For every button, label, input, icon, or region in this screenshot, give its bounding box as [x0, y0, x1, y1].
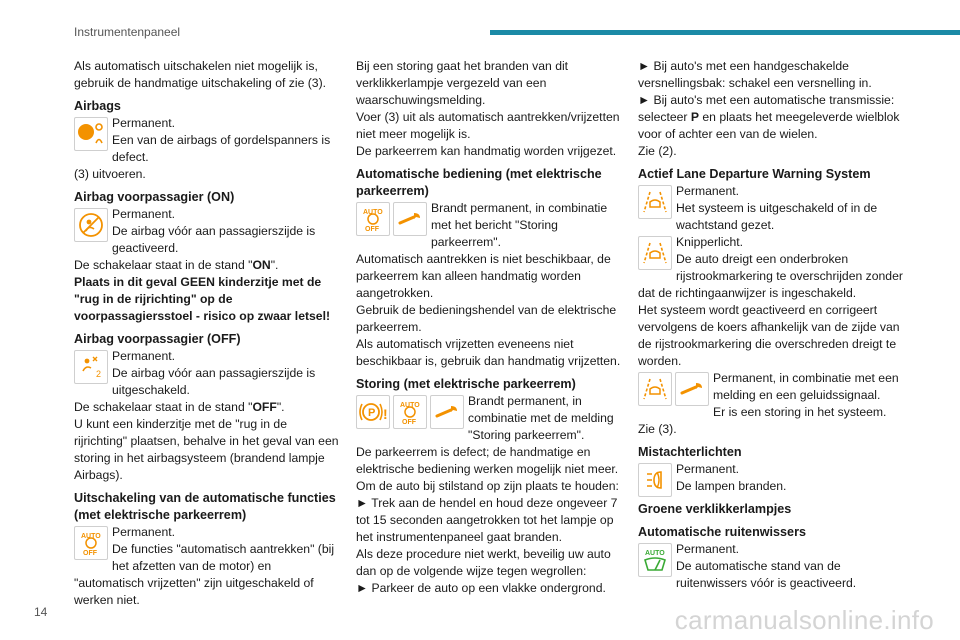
fault-line-5: Als deze procedure niet werkt, beveilig uw auto dan op de volgende wijze tegen wegrollen: — [356, 547, 611, 578]
column-3 — [638, 58, 906, 592]
col2-paragraph-3: De parkeerrem kan handmatig worden vrijgezet. — [356, 144, 617, 158]
lane-departure-icon — [638, 372, 672, 406]
auto-control-line-2: Automatisch aantrekken is niet beschikbaar, de parkeerrem kan alleen handmatig worden aangetrokken. — [356, 252, 611, 300]
passenger-airbag-off-icon — [74, 350, 108, 384]
lane-c-line-1: Permanent, in combinatie met een melding en een geluidssignaal. — [713, 371, 899, 402]
column-2 — [356, 58, 622, 597]
fault-line-6: ► Parkeer de auto op een vlakke ondergrond. — [356, 581, 606, 595]
lane-b-line-3: Het systeem wordt geactiveerd en corrigeert vervolgens de koers afhankelijk van de zijde van de rijstrookmarkering die overschreden dreigt te worden. — [638, 303, 900, 368]
col2-paragraph-1: Bij een storing gaat het branden van dit verklikkerlampje vergezeld van een waarschuwingsmelding. — [356, 59, 569, 107]
lane-b-line-2: De auto dreigt een onderbroken rijstrookmarkering te overschrijden zonder dat de richtingaanwijzer is ingeschakeld. — [638, 252, 903, 300]
wrench-icon — [430, 395, 464, 429]
lane-a-line-2: Het systeem is uitgeschakeld of in de wachtstand gezet. — [676, 201, 878, 232]
auto-control-line-4: Als automatisch vrijzetten eveneens niet beschikbaar is, gebruik dan handmatig vrijzetten. — [356, 337, 621, 368]
header-accent-bar — [490, 30, 960, 35]
lane-a-line-1: Permanent. — [676, 184, 740, 198]
auto-off-icon — [356, 202, 390, 236]
svg-text:!: ! — [383, 406, 388, 422]
auto-control-line-3: Gebruik de bedieningshendel van de elektrische parkeerrem. — [356, 303, 617, 334]
lane-departure-icon — [638, 185, 672, 219]
svg-text:AUTO: AUTO — [81, 533, 101, 540]
heading-fault: Storing (met elektrische parkeerrem) — [356, 377, 576, 391]
heading-airbags: Airbags — [74, 99, 121, 113]
svg-text:2: 2 — [96, 369, 102, 379]
airbag-off-line-1: Permanent. — [112, 349, 176, 363]
wipers-section — [638, 541, 906, 592]
passenger-airbag-on-icon — [74, 208, 108, 242]
fog-line-2: De lampen branden. — [676, 479, 787, 493]
airbag-off-section — [74, 348, 340, 484]
fog-line-1: Permanent. — [676, 462, 740, 476]
heading-airbag-off: Airbag voorpassagier (OFF) — [74, 332, 241, 346]
auto-control-line-1: Brandt permanent, in combinatie met het bericht "Storing parkeerrem". — [431, 201, 608, 249]
svg-text:AUTO: AUTO — [645, 550, 665, 557]
airbag-off-line-2: De airbag vóór aan passagierszijde is uitgeschakeld. — [112, 366, 316, 397]
airbag-on-line-3: De schakelaar staat in de stand "ON". — [74, 258, 279, 272]
col3-bullet-1: ► Bij auto's met een handgeschakelde versnellingsbak: schakel een versnelling in. — [638, 59, 872, 90]
heading-lane: Actief Lane Departure Warning System — [638, 167, 871, 181]
lane-section-a — [638, 183, 906, 234]
column-1 — [74, 58, 340, 609]
airbag-on-warning: Plaats in dit geval GEEN kinderzitje met de "rug in de rijrichting" op de voorpassagiersstoel - risico op zwaar letsel! — [74, 275, 331, 323]
heading-auto-off: Uitschakeling van de automatische functies (met elektrische parkeerrem) — [74, 491, 336, 522]
lane-section-c — [638, 370, 906, 438]
svg-text:AUTO: AUTO — [400, 402, 420, 409]
lane-c-line-3: Zie (3). — [638, 422, 677, 436]
airbag-on-section — [74, 206, 340, 325]
lane-departure-icon — [638, 236, 672, 270]
airbag-on-line-2: De airbag vóór aan passagierszijde is geactiveerd. — [112, 224, 316, 255]
wipers-line-2: De automatische stand van de ruitenwissers vóór is geactiveerd. — [676, 559, 857, 590]
heading-auto-control: Automatische bediening (met elektrische parkeerrem) — [356, 167, 602, 198]
page-number: 14 — [34, 605, 48, 619]
wipers-line-1: Permanent. — [676, 542, 740, 556]
fog-section — [638, 461, 906, 495]
auto-off-section — [74, 524, 340, 609]
auto-off-icon — [393, 395, 427, 429]
svg-text:OFF: OFF — [365, 226, 379, 233]
col3-see-2: Zie (2). — [638, 144, 677, 158]
auto-wiper-icon — [638, 543, 672, 577]
brake-fault-icon — [356, 395, 390, 429]
wrench-icon — [393, 202, 427, 236]
watermark: carmanualsonline.info — [674, 605, 934, 635]
airbags-section — [74, 115, 340, 183]
lane-b-line-1: Knipperlicht. — [676, 235, 744, 249]
airbag-off-line-4: U kunt een kinderzitje met de "rug in de rijrichting" plaatsen, behalve in het geval van een storing in het airbagsysteem (brandend lampje Airbags). — [74, 417, 339, 482]
airbags-line-2: Een van de airbags of gordelspanners is defect. — [112, 133, 331, 164]
heading-wipers: Automatische ruitenwissers — [638, 525, 806, 539]
svg-text:OFF: OFF — [83, 550, 97, 557]
auto-off-line-1: Permanent. — [112, 525, 176, 539]
heading-fog: Mistachterlichten — [638, 445, 742, 459]
airbag-off-line-3: De schakelaar staat in de stand "OFF". — [74, 400, 285, 414]
section-title: Instrumentenpaneel — [74, 25, 181, 39]
svg-text:AUTO: AUTO — [363, 209, 383, 216]
auto-off-icon — [74, 526, 108, 560]
airbags-line-1: Permanent. — [112, 116, 176, 130]
svg-text:OFF: OFF — [402, 419, 416, 426]
airbag-on-line-1: Permanent. — [112, 207, 176, 221]
wrench-icon — [675, 372, 709, 406]
auto-control-section — [356, 200, 622, 370]
svg-text:P: P — [368, 407, 376, 419]
intro-text: Als automatisch uitschakelen niet mogelijk is, gebruik de handmatige uitschakeling of zie (3). — [74, 59, 327, 90]
fault-line-4: ► Trek aan de hendel en houd deze ongeveer 7 tot 15 seconden aangetrokken tot het lampje op het instrumentenpaneel gaat branden. — [356, 496, 618, 544]
airbags-line-3: (3) uitvoeren. — [74, 167, 146, 181]
lane-c-line-2: Er is een storing in het systeem. — [713, 405, 887, 419]
fault-line-1: Brandt permanent, in combinatie met de melding "Storing parkeerrem". — [468, 394, 614, 442]
fault-line-2: De parkeerrem is defect; de handmatige en elektrische bediening werken mogelijk niet meer. — [356, 445, 619, 476]
auto-off-line-2: De functies "automatisch aantrekken" (bij het afzetten van de motor) en "automatisch vrijzetten" zijn uitgeschakeld of werken niet. — [74, 542, 335, 607]
fault-section — [356, 393, 622, 597]
airbag-warning-icon — [74, 117, 108, 151]
heading-airbag-on: Airbag voorpassagier (ON) — [74, 190, 235, 204]
lane-section-b — [638, 234, 906, 370]
fault-line-3: Om de auto bij stilstand op zijn plaats te houden: — [356, 479, 619, 493]
rear-fog-icon — [638, 463, 672, 497]
col3-bullet-2: ► Bij auto's met een automatische transmissie: selecteer P en plaats het meegeleverde wielblok voor of achter een van de wielen. — [638, 93, 900, 141]
col2-paragraph-2: Voer (3) uit als automatisch aantrekken/vrijzetten niet meer mogelijk is. — [356, 110, 620, 141]
heading-green-lamps: Groene verklikkerlampjes — [638, 502, 792, 516]
